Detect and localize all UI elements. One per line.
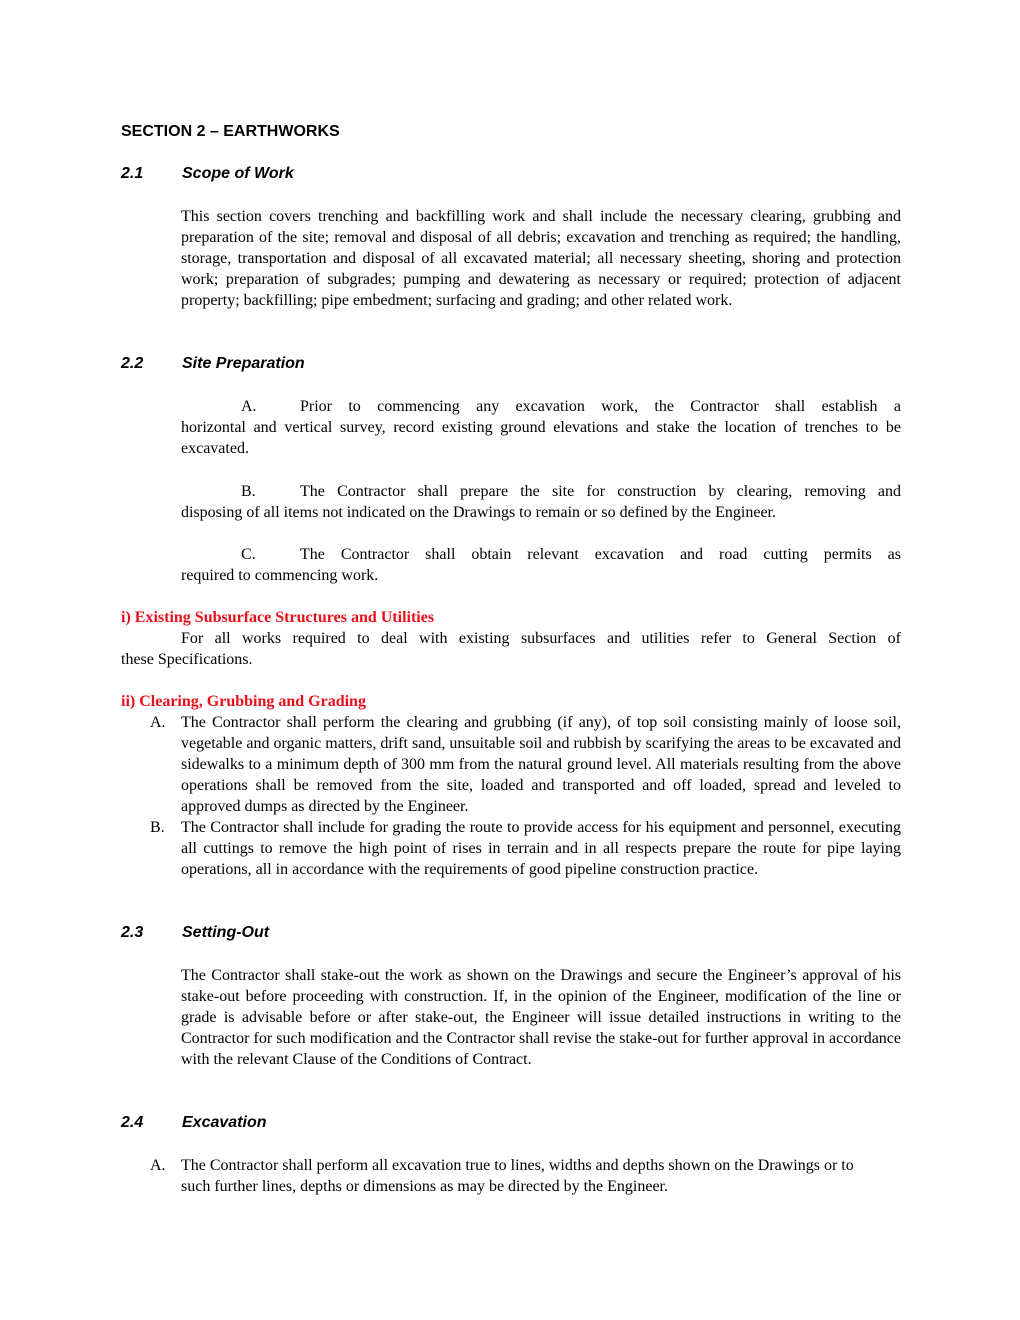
subheading-clearing-grubbing: ii) Clearing, Grubbing and Grading [121,693,366,710]
heading-number: 2.4 [121,1114,144,1131]
site-prep-item-b [181,481,901,523]
heading-setting-out [121,924,421,944]
scope-paragraph: This section covers trenching and backfilling work and shall include the necessary clearing, grubbing and preparation of the site; removal and disposal of all debris; excavation and trenching as required; the handling, storage, transportation and disposal of all excavated material; all necessary sheeting, shoring and protection work; preparation of subgrades; pumping and dewatering as necessary or required; protection of adjacent property; backfilling; pipe embedment; surfacing and grading; and other related work. [181,208,901,309]
heading-number: 2.2 [121,355,144,372]
paragraph-first-line: For all works required to deal with existing subsurfaces and utilities refer to General Section of [181,630,901,647]
item-first-line: The Contractor shall prepare the site for construction by clearing, removing and [300,483,901,500]
item-label: C. [241,546,256,563]
site-prep-item-a [181,396,901,459]
item-first-line: Prior to commencing any excavation work, the Contractor shall establish a [300,398,901,415]
item-first-line: The Contractor shall obtain relevant excavation and road cutting permits as [300,546,901,563]
item-label: A. [241,398,257,415]
item-label: A. [150,714,166,731]
heading-text: Excavation [182,1114,267,1131]
item-continued: required to commencing work. [181,567,379,584]
item-text: The Contractor shall include for grading the route to provide access for his equipment and personnel, executing all cuttings to remove the high point of rises in terrain and in all respects prepare the route for pipe laying operations, all in accordance with the requirements of good pipeline construction practice. [181,819,901,878]
heading-excavation [121,1114,421,1134]
heading-text: Setting-Out [182,924,270,941]
subheading-existing-subsurface: i) Existing Subsurface Structures and Utilities [121,609,435,626]
setting-out-paragraph: The Contractor shall stake-out the work as shown on the Drawings and secure the Engineer’s approval of his stake-out before proceeding with construction. If, in the opinion of the Engineer, modification of the line or grade is advisable before or after stake-out, the Engineer will issue detailed instructions in writing to the Contractor for such modification and the Contractor shall revise the stake-out for further approval in accordance with the relevant Clause of the Conditions of Contract. [181,967,901,1068]
clearing-item-b [150,817,901,880]
existing-subsurface-paragraph [121,628,901,670]
item-continued: horizontal and vertical survey, record existing ground elevations and stake the location of trenches to be excavated. [181,419,901,457]
item-label: B. [150,819,165,836]
item-text: The Contractor shall perform all excavation true to lines, widths and depths shown on the Drawings or to such further lines, depths or dimensions as may be directed by the Engineer. [181,1157,854,1195]
heading-scope-of-work [121,165,421,185]
item-label: B. [241,483,256,500]
clearing-item-a [150,712,901,817]
heading-number: 2.3 [121,924,144,941]
heading-text: Scope of Work [182,165,294,182]
section-title: SECTION 2 – EARTHWORKS [121,123,340,140]
item-label: A. [150,1157,166,1174]
heading-site-preparation [121,355,421,375]
heading-text: Site Preparation [182,355,305,372]
heading-number: 2.1 [121,165,144,182]
item-continued: disposing of all items not indicated on the Drawings to remain or so defined by the Engineer. [181,504,776,521]
paragraph-continued: these Specifications. [121,651,253,668]
site-prep-item-c [181,544,901,586]
excavation-item-a [150,1155,870,1197]
item-text: The Contractor shall perform the clearing and grubbing (if any), of top soil consisting mainly of loose soil, vegetable and organic matters, drift sand, unsuitable soil and rubbish by scarifying the areas to be excavated and sidewalks to a minimum depth of 300 mm from the natural ground level. All materials resulting from the above operations shall be removed from the site, loaded and transported and off loaded, spread and leveled to approved dumps as directed by the Engineer. [181,714,901,815]
